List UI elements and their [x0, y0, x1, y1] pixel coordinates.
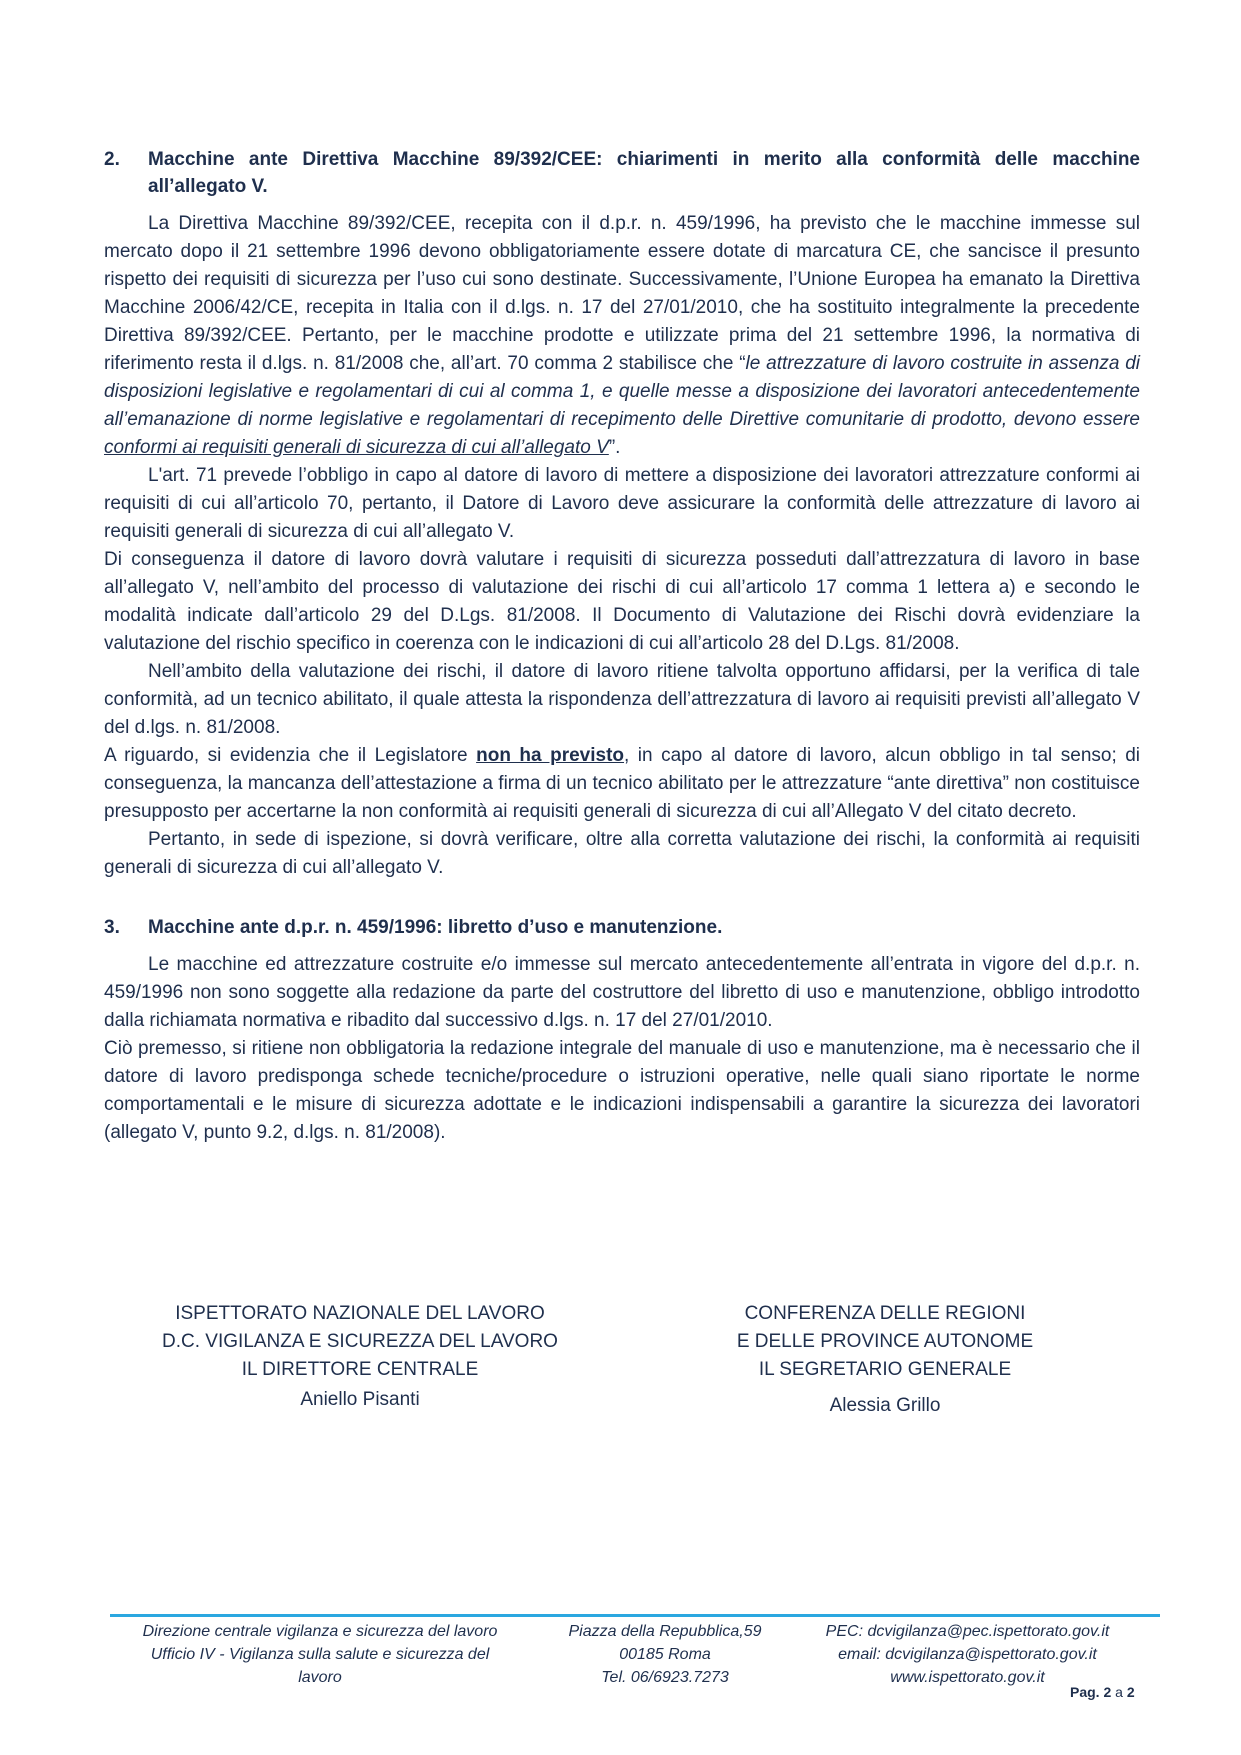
footer-line: Piazza della Repubblica,59	[568, 1623, 762, 1640]
section-2-title: Macchine ante Direttiva Macchine 89/392/CEE: chiarimenti in merito alla conformità delle macchine all’allegato V.	[148, 149, 1140, 197]
signature-line: D.C. VIGILANZA E SICUREZZA DEL LAVORO	[162, 1331, 558, 1352]
section-3-title: Macchine ante d.p.r. n. 459/1996: libretto d’uso e manutenzione.	[148, 917, 723, 938]
section-3-heading	[104, 914, 1140, 941]
signature-block-conferenza	[720, 1300, 1050, 1420]
signature-line: IL DIRETTORE CENTRALE	[241, 1359, 479, 1380]
quote-text: le attrezzature di lavoro costruite in assenza di disposizioni legislative e regolamentari di cui al comma 1, e quelle messe a disposizione dei lavoratori antecedentemente all’emanazione di norme legislative e regolamentari di recepimento delle Direttive comunitarie di prodotto, devono essere	[104, 353, 1140, 430]
paragraph-text: A riguardo, si evidenzia che il Legislatore	[104, 745, 477, 766]
signature-line: IL SEGRETARIO GENERALE	[758, 1359, 1012, 1380]
footer-line: 00185 Roma	[619, 1646, 711, 1663]
signatory-name: Alessia Grillo	[829, 1395, 941, 1416]
footer-divider	[110, 1614, 1160, 1617]
footer-line: lavoro	[298, 1669, 342, 1686]
section-3-paragraph-1: Le macchine ed attrezzature costruite e/o immesse sul mercato antecedentemente all’entrata in vigore del d.p.r. n. 459/1996 non sono soggette alla redazione da parte del costruttore del libretto di uso e manutenzione, obbligo introdotto dalla richiamata normativa e ribadito dal successivo d.lgs. n. 17 del 27/01/2010.	[104, 954, 1140, 1031]
footer-email[interactable]: email: dcvigilanza@ispettorato.gov.it	[838, 1646, 1097, 1663]
page-total: 2	[1126, 1684, 1135, 1700]
footer-pec[interactable]: PEC: dcvigilanza@pec.ispettorato.gov.it	[825, 1623, 1110, 1640]
signature-block-inl	[140, 1300, 580, 1414]
section-2-heading	[104, 146, 1140, 200]
footer-line: Ufficio IV - Vigilanza sulla salute e sicurezza del	[150, 1646, 490, 1663]
signature-line: ISPETTORATO NAZIONALE DEL LAVORO	[175, 1303, 545, 1324]
section-2-number: 2.	[104, 149, 120, 170]
emphasis-text: non ha previsto	[476, 745, 625, 766]
paragraph-text: , in capo al datore di lavoro, alcun obbligo in tal senso; di conseguenza, la mancanza dell’attestazione a firma di un tecnico abilitato per le attrezzature “ante direttiva” non costituisce presupposto per accertarne la non conformità ai requisiti generali di sicurezza di cui all’Allegato V del citato decreto.	[104, 745, 1141, 822]
footer-line: Tel. 06/6923.7273	[601, 1669, 729, 1686]
page-label: Pag.	[1070, 1684, 1100, 1700]
section-2-paragraph-4: Nell’ambito della valutazione dei rischi, il datore di lavoro ritiene talvolta opportuno affidarsi, per la verifica di tale conformità, ad un tecnico abilitato, il quale attesta la rispondenza dell’attrezzatura di lavoro ai requisiti previsti all’allegato V del d.lgs. n. 81/2008.	[104, 661, 1140, 738]
section-2-paragraph-2: L'art. 71 prevede l’obbligo in capo al datore di lavoro di mettere a disposizione dei lavoratori attrezzature conformi ai requisiti di cui all’articolo 70, pertanto, il Datore di Lavoro deve assicurare la conformità delle attrezzature di lavoro ai requisiti generali di sicurezza di cui all’allegato V.	[104, 465, 1140, 542]
paragraph-text: La Direttiva Macchine 89/392/CEE, recepita con il d.p.r. n. 459/1996, ha previsto che le macchine immesse sul mercato dopo il 21 settembre 1996 devono obbligatoriamente essere dotate di marcatura CE, che sancisce il presunto rispetto dei requisiti di sicurezza per l’uso cui sono destinate. Successivamente, l’Unione Europea ha emanato la Direttiva Macchine 2006/42/CE, recepita in Italia con il d.lgs. n. 17 del 27/01/2010, che ha sostituito integralmente la precedente Direttiva 89/392/CEE. Pertanto, per le macchine prodotte e utilizzate prima del 21 settembre 1996, la normativa di riferimento resta il d.lgs. n. 81/2008 che, all’art. 70 comma 2 stabilisce che “	[104, 213, 1140, 374]
section-2-paragraph-5	[104, 742, 1140, 826]
footer-address	[545, 1620, 785, 1689]
page-number	[1070, 1684, 1135, 1700]
footer-office	[120, 1620, 520, 1689]
section-3-number: 3.	[104, 917, 120, 938]
footer-website[interactable]: www.ispettorato.gov.it	[890, 1669, 1045, 1686]
page-current: 2	[1103, 1684, 1112, 1700]
signature-line: E DELLE PROVINCE AUTONOME	[736, 1331, 1034, 1352]
footer-line: Direzione centrale vigilanza e sicurezza del lavoro	[142, 1623, 498, 1640]
quote-underlined-text: conformi ai requisiti generali di sicurezza di cui all’allegato V	[104, 437, 609, 458]
page-separator: a	[1115, 1684, 1123, 1700]
document-body	[104, 146, 1140, 1147]
signatory-name: Aniello Pisanti	[300, 1389, 420, 1410]
section-2-paragraph-1	[104, 210, 1140, 462]
section-3-paragraph-2: Ciò premesso, si ritiene non obbligatoria la redazione integrale del manuale di uso e manutenzione, ma è necessario che il datore di lavoro predisponga schede tecniche/procedure o istruzioni operative, nelle quali siano riportate le norme comportamentali e le misure di sicurezza adottate e le indicazioni indispensabili a garantire la sicurezza dei lavoratori (allegato V, punto 9.2, d.lgs. n. 81/2008).	[104, 1038, 1140, 1143]
footer-contacts	[795, 1620, 1140, 1689]
section-2-paragraph-3: Di conseguenza il datore di lavoro dovrà valutare i requisiti di sicurezza posseduti dall’attrezzatura di lavoro in base all’allegato V, nell’ambito del processo di valutazione dei rischi di cui all’articolo 17 comma 1 lettera a) e secondo le modalità indicate dall’articolo 29 del D.Lgs. 81/2008. Il Documento di Valutazione dei Rischi dovrà evidenziare la valutazione del rischio specifico in coerenza con le indicazioni di cui all’articolo 28 del D.Lgs. 81/2008.	[104, 549, 1140, 654]
quote-end: ”.	[608, 437, 621, 458]
section-2-paragraph-6: Pertanto, in sede di ispezione, si dovrà verificare, oltre alla corretta valutazione dei rischi, la conformità ai requisiti generali di sicurezza di cui all’allegato V.	[104, 829, 1140, 878]
signature-line: CONFERENZA DELLE REGIONI	[744, 1303, 1026, 1324]
